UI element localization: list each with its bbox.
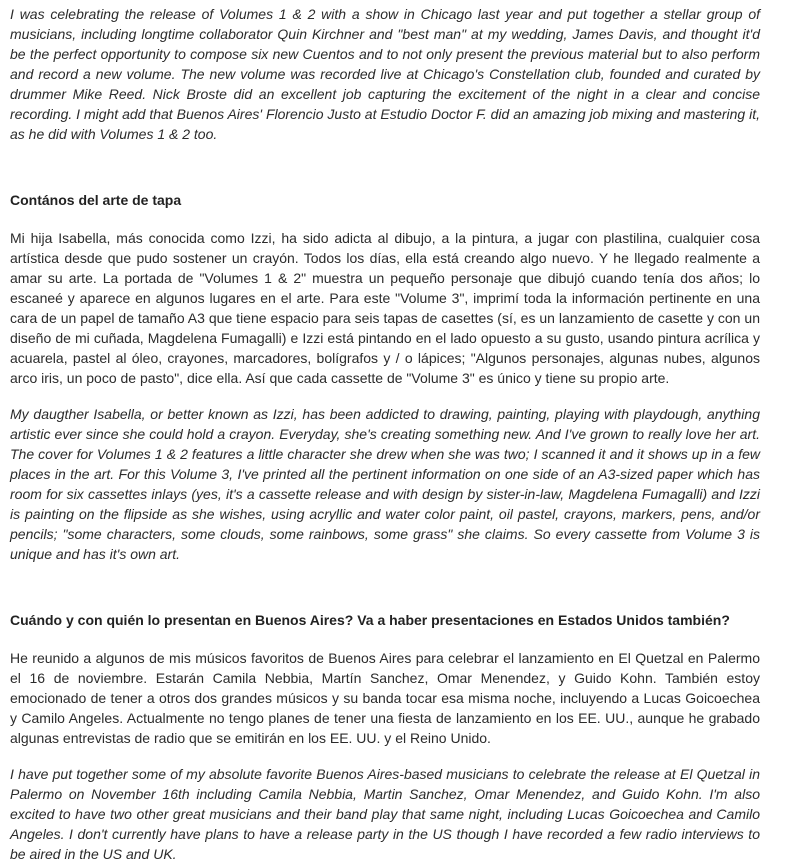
- section-heading-cover-art: Contános del arte de tapa: [10, 192, 182, 208]
- cover-art-paragraph-en: My daugther Isabella, or better known as Izzi, has been addicted to drawing, painting, playing with playdough, anything artistic ever since she could hold a crayon. Everyday, she's creating something new. And I've grown to really love her art. The cover for Volumes 1 & 2 features a little character she drew when she was two; I scanned it and it shows up in a few places in the art. For this Volume 3, I've printed all the pertinent information on one side of an A3-sized paper which has room for six cassettes inlays (yes, it's a cassette release and with design by sister-in-law, Magdelena Fumagalli) and Izzi is painting on the flipside as she wishes, using acryllic and water color paint, oil pastel, crayons, markers, pens, and/or pencils; "some characters, some clouds, some rainbows, some grass" she claims. So every cassette from Volume 3 is unique and has it's own art.: [10, 406, 760, 562]
- release-paragraph-en: I have put together some of my absolute favorite Buenos Aires-based musicians to celebrate the release at El Quetzal in Palermo on November 16th including Camila Nebbia, Martin Sanchez, Omar Menendez, and Guido Kohn. I'm also excited to have two other great musicians and their band play that same night, including Lucas Goicoechea and Camilo Angeles. I don't currently have plans to have a release party in the US though I have recorded a few radio interviews to be aired in the US and UK.: [10, 766, 760, 862]
- release-paragraph-es: He reunido a algunos de mis músicos favoritos de Buenos Aires para celebrar el lanzamiento en El Quetzal en Palermo el 16 de noviembre. Estarán Camila Nebbia, Martín Sanchez, Omar Menendez, y Guido Kohn. También estoy emocionado de tener a otros dos grandes músicos y su banda tocar esa misma noche, incluyendo a Lucas Goicoechea y Camilo Angeles. Actualmente no tengo planes de tener una fiesta de lanzamiento en los EE. UU., aunque he grabado algunas entrevistas de radio que se emitirán en los EE. UU. y el Reino Unido.: [10, 650, 760, 746]
- article-body: [10, 4, 760, 864]
- section-heading-release-shows: Cuándo y con quién lo presentan en Buenos Aires? Va a haber presentaciones en Estados Unidos también?: [10, 612, 730, 628]
- intro-paragraph-en: I was celebrating the release of Volumes 1 & 2 with a show in Chicago last year and put together a stellar group of musicians, including longtime collaborator Quin Kirchner and "best man" at my wedding, James Davis, and thought it'd be the perfect opportunity to compose six new Cuentos and to not only present the previous material but to also perform and record a new volume. The new volume was recorded live at Chicago's Constellation club, founded and curated by drummer Mike Reed. Nick Broste did an excellent job capturing the excitement of the night in a clear and concise recording. I might add that Buenos Aires' Florencio Justo at Estudio Doctor F. did an amazing job mixing and mastering it, as he did with Volumes 1 & 2 too.: [10, 6, 760, 142]
- cover-art-paragraph-es: Mi hija Isabella, más conocida como Izzi, ha sido adicta al dibujo, a la pintura, a jugar con plastilina, cualquier cosa artística desde que pudo sostener un crayón. Todos los días, ella está creando algo nuevo. Y he llegado realmente a amar su arte. La portada de "Volumes 1 & 2" muestra un pequeño personaje que dibujó cuando tenía dos años; lo escaneé y aparece en algunos lugares en el arte. Para este "Volume 3", imprimí toda la información pertinente en una cara de un papel de tamaño A3 que tiene espacio para seis tapas de casettes (sí, es un lanzamiento de casette y con un diseño de mi cuñada, Magdelena Fumagalli) e Izzi está pintando en el lado opuesto a su gusto, usando pintura acrílica y acuarela, pastel al óleo, crayones, marcadores, bolígrafos y / o lápices; "Algunos personajes, algunas nubes, algunos arco iris, un poco de pasto", dice ella. Así que cada cassette de "Volume 3" es único y tiene su propio arte.: [10, 230, 760, 386]
